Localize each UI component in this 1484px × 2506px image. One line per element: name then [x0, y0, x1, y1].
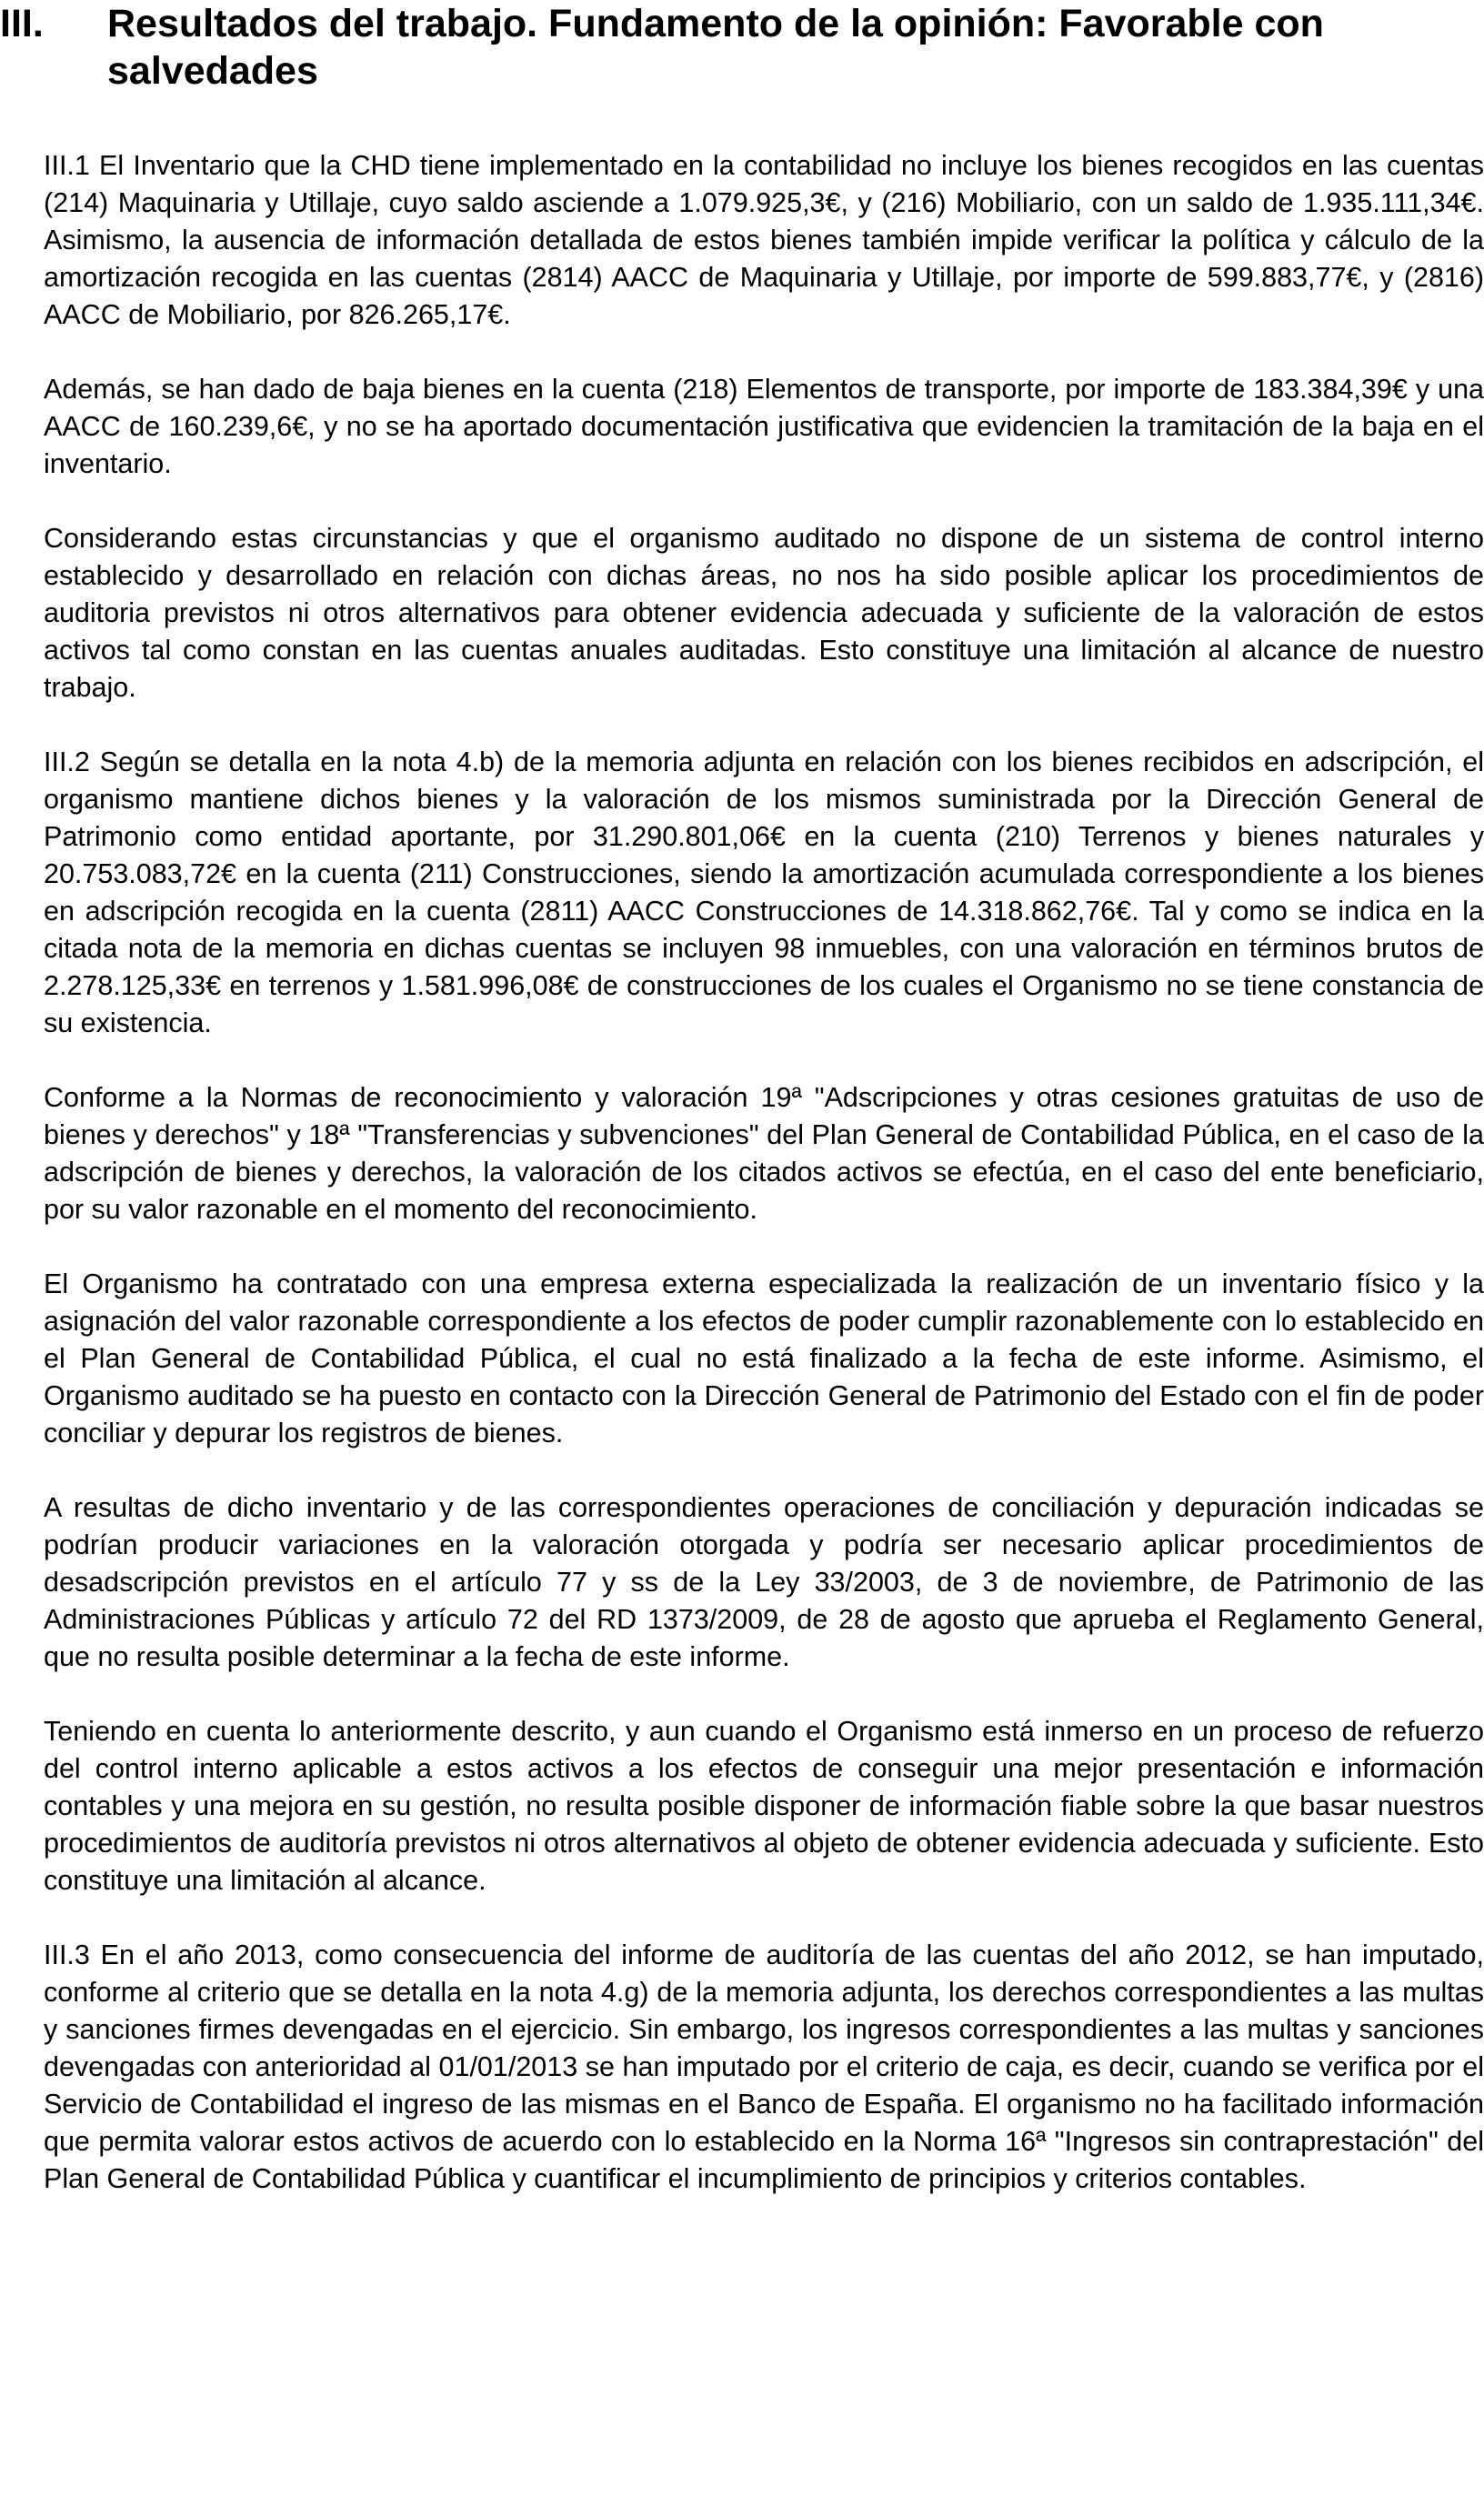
paragraph-valuation-norms: Conforme a la Normas de reconocimiento y valoración 19ª "Adscripciones y otras cesiones gratuitas de uso de bienes y derechos" y 18ª "Transferencias y subvenciones" del Plan General de Contabilidad Pública, en el caso de la adscripción de bienes y derechos, la valoración de los citados activos se efectúa, en el caso del ente beneficiario, por su valor razonable en el momento del reconocimiento. [44, 1082, 1484, 1225]
paragraph-reconciliation: A resultas de dicho inventario y de las correspondientes operaciones de conciliación y depuración indicadas se podrían producir variaciones en la valoración otorgada y podría ser necesario aplicar procedimientos de desadscripción previstos en el artículo 77 y ss de la Ley 33/2003, de 3 de noviembre, de Patrimonio de las Administraciones Públicas y artículo 72 del RD 1373/2009, de 28 de agosto que aprueba el Reglamento General, que no resulta posible determinar a la fecha de este informe. [44, 1492, 1484, 1672]
paragraph-external-inventory: El Organismo ha contratado con una empresa externa especializada la realización de un inventario físico y la asignación del valor razonable correspondiente a los efectos de poder cumplir razonablemente con lo establecido en el Plan General de Contabilidad Pública, el cual no está finalizado a la fecha de este informe. Asimismo, el Organismo auditado se ha puesto en contacto con la Dirección General de Patrimonio del Estado con el fin de poder conciliar y depurar los registros de bienes. [44, 1268, 1484, 1448]
section-number: III. [0, 2, 44, 45]
paragraph-transport-disposals: Además, se han dado de baja bienes en la cuenta (218) Elementos de transporte, por importe de 183.384,39€ y una AACC de 160.239,6€, y no se ha aportado documentación justificativa que evidencien la tramitación de la baja en el inventario. [44, 374, 1484, 479]
paragraph-iii-1-inventory: III.1 El Inventario que la CHD tiene implementado en la contabilidad no incluye los bienes recogidos en las cuentas (214) Maquinaria y Utillaje, cuyo saldo asciende a 1.079.925,3€, y (216) Mobiliario, con un saldo de 1.935.111,34€. Asimismo, la ausencia de información detallada de estos bienes también impide verificar la política y cálculo de la amortización recogida en las cuentas (2814) AACC de Maquinaria y Utillaje, por importe de 599.883,77€, y (2816) AACC de Mobiliario, por 826.265,17€. [44, 150, 1484, 330]
document-body [44, 147, 1484, 2198]
paragraph-iii-3-fines: III.3 En el año 2013, como consecuencia del informe de auditoría de las cuentas del año 2012, se han imputado, conforme al criterio que se detalla en la nota 4.g) de la memoria adjunta, los derechos correspondientes a las multas y sanciones firmes devengadas en el ejercicio. Sin embargo, los ingresos correspondientes a las multas y sanciones devengadas con anterioridad al 01/01/2013 se han imputado por el criterio de caja, es decir, cuando se verifica por el Servicio de Contabilidad el ingreso de las mismas en el Banco de España. El organismo no ha facilitado información que permita valorar estos activos de acuerdo con lo establecido en la Norma 16ª "Ingresos sin contraprestación" del Plan General de Contabilidad Pública y cuantificar el incumplimiento de principios y criterios contables. [44, 1940, 1484, 2194]
section-title: Resultados del trabajo. Fundamento de la opinión: Favorable con salvedades [107, 2, 1324, 93]
paragraph-iii-2-assigned-assets: III.2 Según se detalla en la nota 4.b) de la memoria adjunta en relación con los bienes recibidos en adscripción, el organismo mantiene dichos bienes y la valoración de los mismos suministrada por la Dirección General de Patrimonio como entidad aportante, por 31.290.801,06€ en la cuenta (210) Terrenos y bienes naturales y 20.753.083,72€ en la cuenta (211) Construcciones, siendo la amortización acumulada correspondiente a los bienes en adscripción recogida en la cuenta (2811) AACC Construcciones de 14.318.862,76€. Tal y como se indica en la citada nota de la memoria en dichas cuentas se incluyen 98 inmuebles, con una valoración en términos brutos de 2.278.125,33€ en terrenos y 1.581.996,08€ de construcciones de los cuales el Organismo no se tiene constancia de su existencia. [44, 747, 1484, 1038]
paragraph-scope-limitation-1: Considerando estas circunstancias y que el organismo auditado no dispone de un sistema de control interno establecido y desarrollado en relación con dichas áreas, no nos ha sido posible aplicar los procedimientos de auditoria previstos ni otros alternativos para obtener evidencia adecuada y suficiente de la valoración de estos activos tal como constan en las cuentas anuales auditadas. Esto constituye una limitación al alcance de nuestro trabajo. [44, 523, 1484, 703]
section-heading [0, 0, 1473, 95]
paragraph-scope-limitation-2: Teniendo en cuenta lo anteriormente descrito, y aun cuando el Organismo está inmerso en un proceso de refuerzo del control interno aplicable a estos activos a los efectos de conseguir una mejor presentación e información contables y una mejora en su gestión, no resulta posible disponer de información fiable sobre la que basar nuestros procedimientos de auditoría previstos ni otros alternativos al objeto de obtener evidencia adecuada y suficiente. Esto constituye una limitación al alcance. [44, 1716, 1484, 1896]
